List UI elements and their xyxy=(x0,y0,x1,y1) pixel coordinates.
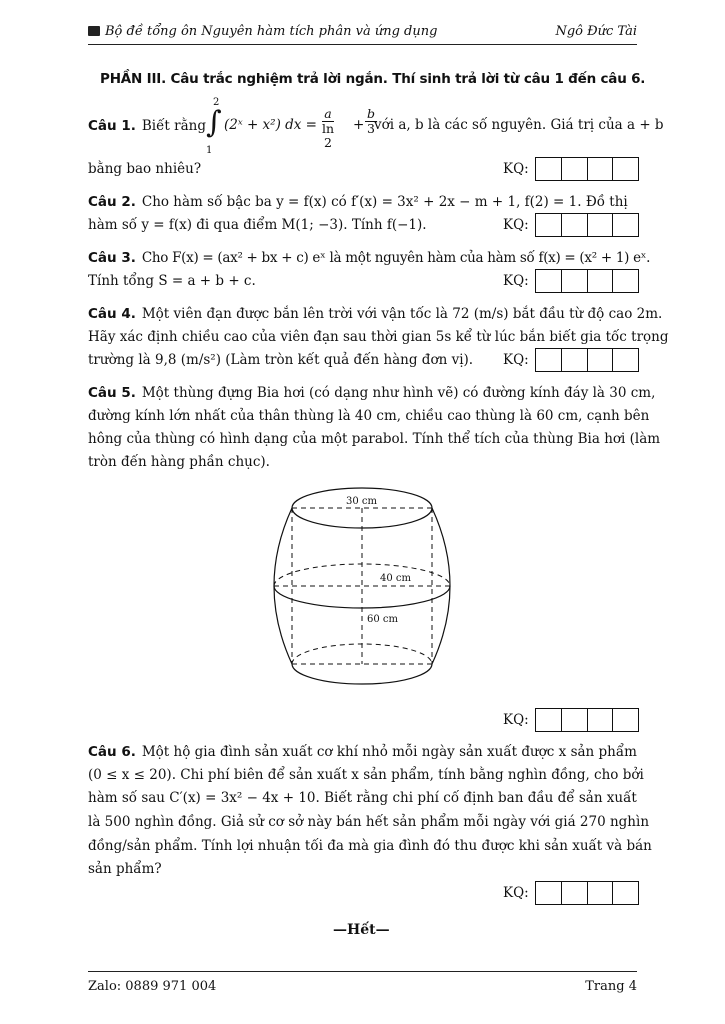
question-3-line-1: Câu 3. Cho F(x) = (ax² + bx + c) eˣ là một nguyên hàm của hàm số f(x) = (x² + 1) eˣ. xyxy=(88,250,651,266)
footer-contact: Zalo: 0889 971 004 xyxy=(88,979,217,994)
answer-box-3[interactable] xyxy=(535,269,639,293)
header-title: Bộ đề tổng ôn Nguyên hàm tích phân và ứng dụng xyxy=(88,24,437,39)
answer-box-6[interactable] xyxy=(535,881,639,905)
question-1-line-2: bằng bao nhiêu? xyxy=(88,161,202,177)
question-6-line-6: sản phẩm? xyxy=(88,861,162,877)
label-height: 60 cm xyxy=(367,614,398,625)
answer-box-5[interactable] xyxy=(535,708,639,732)
end-marker: —Hết— xyxy=(333,922,390,938)
question-6-line-2: (0 ≤ x ≤ 20). Chi phí biên để sản xuất x sản phẩm, tính bằng nghìn đồng, cho bởi xyxy=(88,767,644,783)
answer-box-1[interactable] xyxy=(535,157,639,181)
question-3-line-2: Tính tổng S = a + b + c. xyxy=(88,273,256,289)
answer-box-2[interactable] xyxy=(535,213,639,237)
barrel-figure xyxy=(270,478,460,710)
page-header xyxy=(88,22,637,45)
question-4-line-2: Hãy xác định chiều cao của viên đạn sau thời gian 5s kể từ lúc bắn biết gia tốc trọng xyxy=(88,329,669,345)
footer-page-number: Trang 4 xyxy=(585,979,637,994)
fraction-a: $\frac{a}{\ln 2}$ xyxy=(322,106,335,150)
question-6-line-1: Câu 6. Một hộ gia đình sản xuất cơ khí nhỏ mỗi ngày sản xuất được x sản phẩm xyxy=(88,744,637,760)
header-author: Ngô Đức Tài xyxy=(555,24,637,39)
label-middle-diameter: 40 cm xyxy=(380,573,411,584)
question-2-line-1: Câu 2. Cho hàm số bậc ba y = f(x) có f′(x) = 3x² + 2x − m + 1, f(2) = 1. Đồ thị xyxy=(88,194,628,210)
question-6-line-4: là 500 nghìn đồng. Giả sử cơ sở này bán hết sản phẩm mỗi ngày với giá 270 nghìn xyxy=(88,814,650,830)
page-footer xyxy=(88,971,637,994)
integral-sign: ∫ xyxy=(206,105,222,140)
book-icon xyxy=(88,26,100,36)
question-5-line-1: Câu 5. Một thùng đựng Bia hơi (có dạng như hình vẽ) có đường kính đáy là 30 cm, xyxy=(88,385,656,401)
question-5-line-2: đường kính lớn nhất của thân thùng là 40 cm, chiều cao thùng là 60 cm, cạnh bên xyxy=(88,408,650,424)
question-6-line-3: hàm số sau C′(x) = 3x² − 4x + 10. Biết rằng chi phí cố định ban đầu để sản xuất xyxy=(88,790,637,806)
question-4-line-3: trường là 9,8 (m/s²) (Làm tròn kết quả đến hàng đơn vị). xyxy=(88,352,474,368)
label-top-diameter: 30 cm xyxy=(346,496,377,507)
question-1-line-1: Câu 1. Biết rằng xyxy=(88,118,206,134)
section-title: PHẦN III. Câu trắc nghiệm trả lời ngắn. Thí sinh trả lời từ câu 1 đến câu 6. xyxy=(100,71,646,87)
fraction-b: $\frac{b}{3}$ xyxy=(367,106,376,136)
question-5-line-4: tròn đến hàng phần chục). xyxy=(88,454,270,470)
question-5-line-3: hông của thùng có hình dạng của một parabol. Tính thể tích của thùng Bia hơi (làm xyxy=(88,431,661,447)
question-2-line-2: hàm số y = f(x) đi qua điểm M(1; −3). Tính f(−1). xyxy=(88,217,427,233)
question-6-line-5: đồng/sản phẩm. Tính lợi nhuận tối đa mà gia đình đó thu được khi sản xuất và bán xyxy=(88,838,652,854)
barrel-bottom-ellipse-front xyxy=(292,664,432,684)
answer-box-4[interactable] xyxy=(535,348,639,372)
question-4-line-1: Câu 4. Một viên đạn được bắn lên trời với vận tốc là 72 (m/s) bắt đầu từ độ cao 2m. xyxy=(88,306,663,322)
